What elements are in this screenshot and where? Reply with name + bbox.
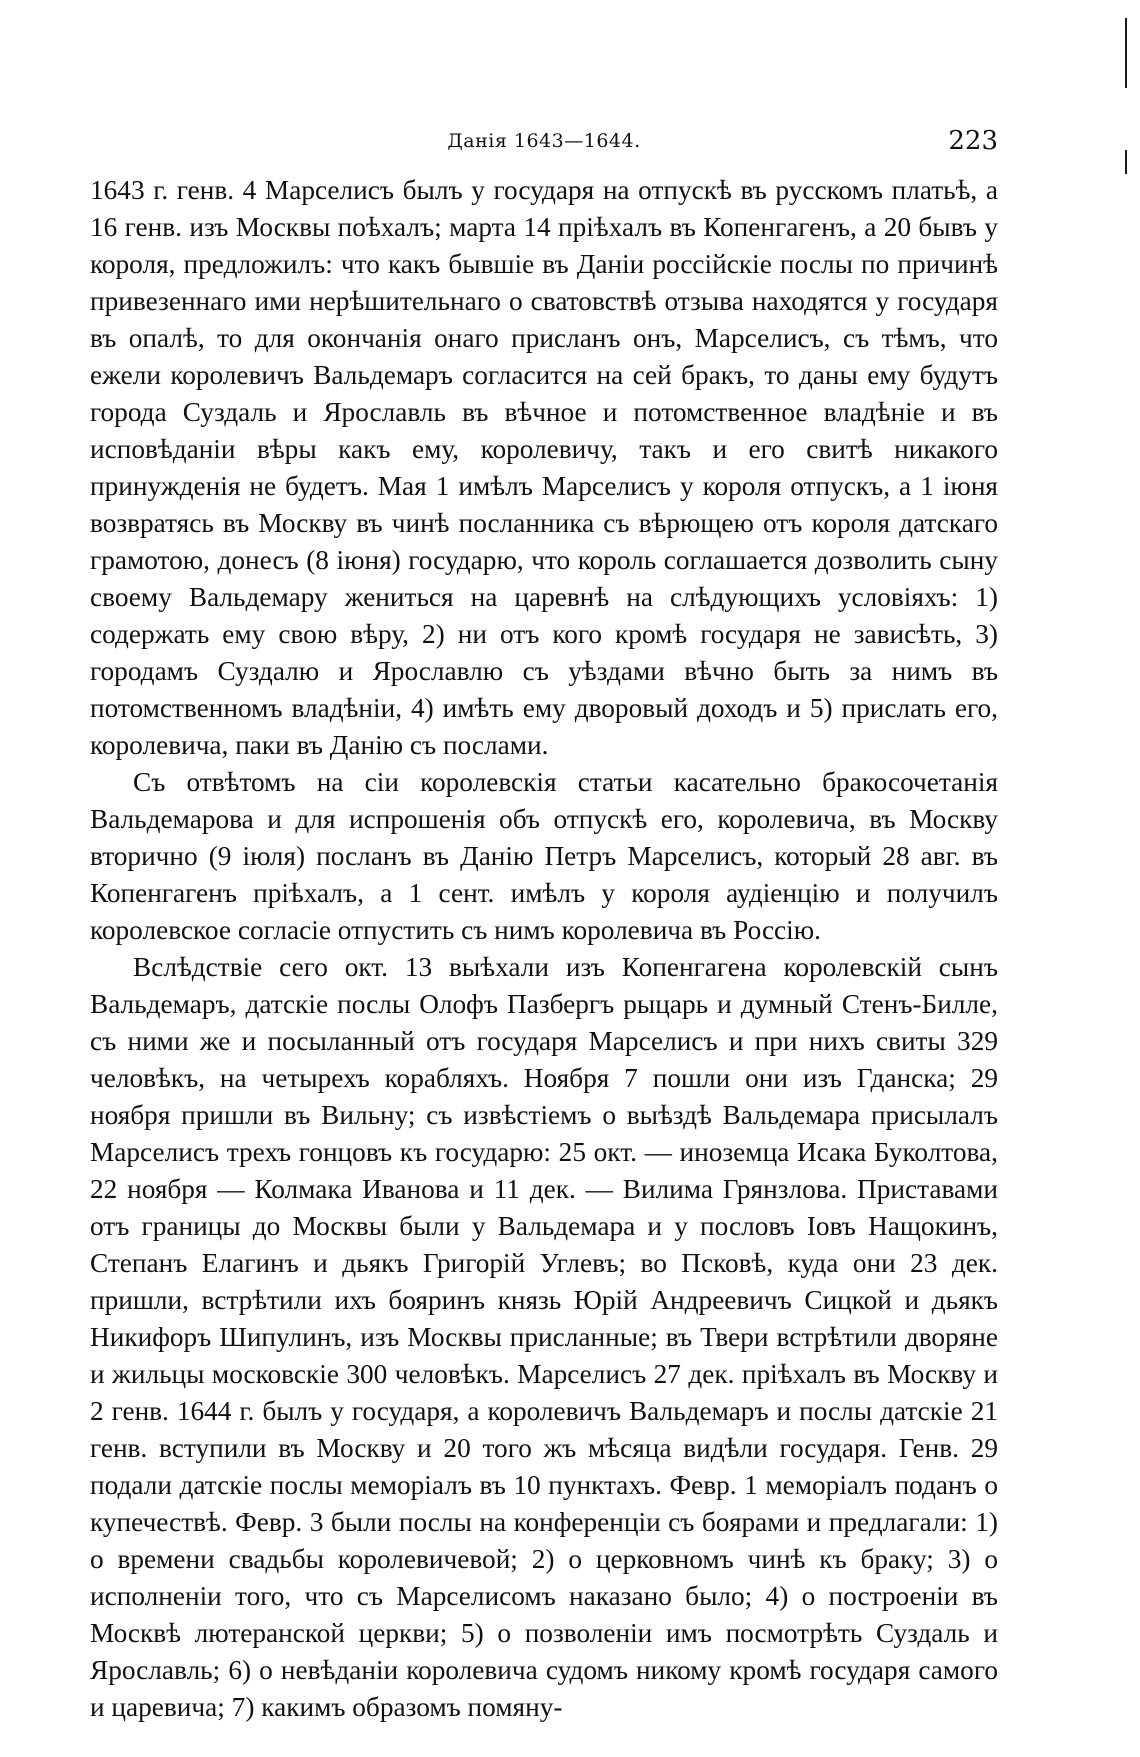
scan-edge-mark: [1125, 18, 1127, 88]
paragraph-1: 1643 г. генв. 4 Марселисъ былъ у государя на отпускѣ въ русскомъ платьѣ, а 16 генв. изъ Москвы поѣхалъ; марта 14 пріѣхалъ въ Копенгагенъ, а 20 бывъ у короля, предложилъ: что какъ бывшіе въ Даніи россійскіе послы по причинѣ привезеннаго ими нерѣшительнаго о сватовствѣ отзыва находятся у государя въ опалѣ, то для окончанія онаго присланъ онъ, Марселисъ, съ тѣмъ, что ежели королевичъ Вальдемаръ согласится на сей бракъ, то даны ему будутъ города Суздаль и Ярославль въ вѣчное и потомственное владѣніе и въ исповѣданіи вѣры какъ ему, королевичу, такъ и его свитѣ никакого принужденія не будетъ. Мая 1 имѣлъ Марселисъ у короля отпускъ, а 1 іюня возвратясь въ Москву въ чинѣ посланника съ вѣрющею отъ короля датскаго грамотою, донесъ (8 іюня) государю, что король соглашается дозволить сыну своему Вальдемару жениться на царевнѣ на слѣдующихъ условіяхъ: 1) содержать ему свою вѣру, 2) ни отъ кого кромѣ государя не зависѣть, 3) городамъ Суздалю и Ярославлю съ уѣздами вѣчно быть за нимъ въ потомственномъ владѣніи, 4) имѣть ему дворовый доходъ и 5) прислать его, королевича, паки въ Данію съ послами.: [90, 175, 998, 760]
paragraph-2: Съ отвѣтомъ на сіи королевскія статьи касательно бракосочетанія Вальдемарова и для испрошенія объ отпускѣ его, королевича, въ Москву вторично (9 іюля) посланъ въ Данію Петръ Марселисъ, который 28 авг. въ Копенгагенъ пріѣхалъ, а 1 сент. имѣлъ у короля аудіенцію и получилъ королевское согласіе отпустить съ нимъ королевича въ Россію.: [90, 767, 998, 945]
page-number: 223: [948, 126, 998, 156]
paragraph-3: Вслѣдствіе сего окт. 13 выѣхали изъ Копенгагена королевскій сынъ Вальдемаръ, датскіе послы Олофъ Пазбергъ рыцарь и думный Стенъ-Билле, съ ними же и посыланный отъ государя Марселисъ и при нихъ свиты 329 человѣкъ, на четырехъ корабляхъ. Ноября 7 пошли они изъ Гданска; 29 ноября пришли въ Вильну; съ извѣстіемъ о выѣздѣ Вальдемара присылалъ Марселисъ трехъ гонцовъ къ государю: 25 окт. — иноземца Исака Буколтова, 22 ноября — Колмака Иванова и 11 дек. — Вилима Грянзлова. Приставами отъ границы до Москвы были у Вальдемара и у пословъ Іовъ Нащокинъ, Степанъ Елагинъ и дьякъ Григорій Углевъ; во Псковѣ, куда они 23 дек. пришли, встрѣтили ихъ бояринъ князь Юрій Андреевичъ Сицкой и дьякъ Никифоръ Шипулинъ, изъ Москвы присланные; въ Твери встрѣтили дворяне и жильцы московскіе 300 человѣкъ. Марселисъ 27 дек. пріѣхалъ въ Москву и 2 генв. 1644 г. былъ у государя, а королевичъ Вальдемаръ и послы датскіе 21 генв. вступили въ Москву и 20 того жъ мѣсяца видѣли государя. Генв. 29 подали датскіе послы меморіалъ въ 10 пунктахъ. Февр. 1 меморіалъ поданъ о купечествѣ. Февр. 3 были послы на конференціи съ боярами и предлагали: 1) о времени свадьбы королевичевой; 2) о церковномъ чинѣ къ браку; 3) о исполненіи того, что съ Марселисомъ наказано было; 4) о построеніи въ Москвѣ лютеранской церкви; 5) о позволеніи имъ посмотрѣть Суздаль и Ярославль; 6) о невѣданіи королевича судомъ никому кромѣ государя самого и царевича; 7) какимъ образомъ помяну-: [90, 952, 998, 1722]
scan-edge-mark: [1125, 150, 1127, 174]
body-text: [90, 172, 998, 1726]
running-title: Данія 1643—1644.: [447, 130, 641, 152]
page-header: [90, 126, 998, 162]
